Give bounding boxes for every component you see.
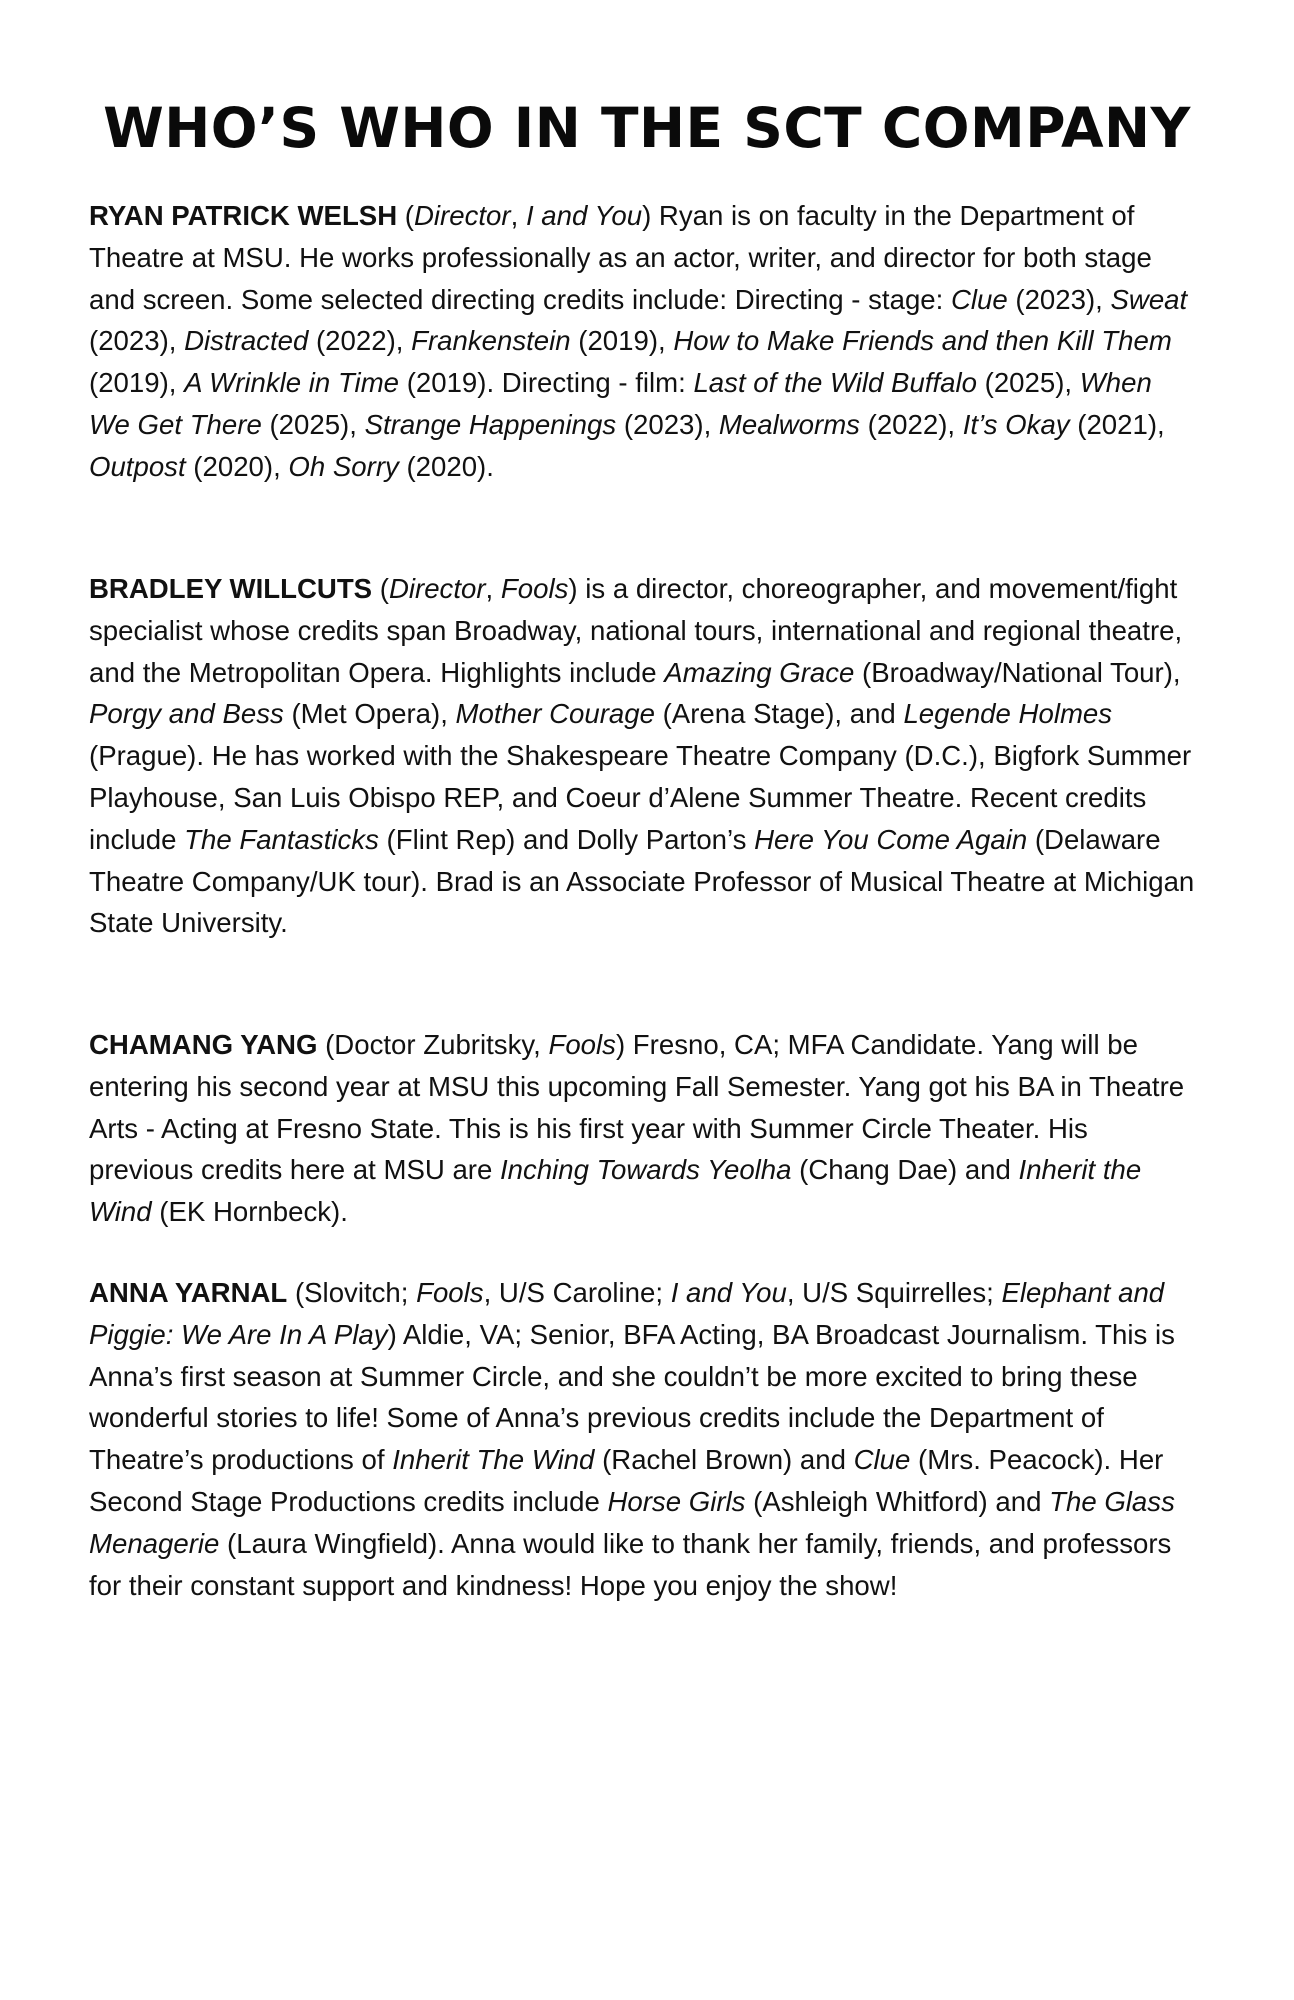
- bio-text: (2019). Directing - film:: [399, 367, 694, 399]
- bio-name: BRADLEY WILLCUTS: [89, 573, 373, 604]
- bio-italic-title: Clue: [950, 283, 1008, 315]
- bio-text: (2023),: [616, 408, 719, 440]
- bio-text: (2020),: [185, 450, 289, 482]
- bio-text: , U/S Squirrelles;: [786, 1277, 1002, 1308]
- bio-text: (Ashleigh Whitford) and: [745, 1485, 1050, 1517]
- bio-italic-title: Fools: [548, 1029, 616, 1060]
- bio-italic-title: Clue: [853, 1444, 911, 1476]
- bio-italic-title: The Glass Menagerie: [89, 1485, 1175, 1559]
- bio-italic-title: When We Get There: [89, 367, 1152, 440]
- bio-italic-title: Last of the Wild Buffalo: [693, 367, 977, 399]
- bio-chamang-yang: [89, 1024, 1199, 1233]
- bio-text: (2023),: [1007, 283, 1111, 315]
- bio-text: (2023),: [89, 325, 185, 357]
- bio-text: (Met Opera),: [283, 698, 456, 730]
- bio-text: (Prague). He has worked with the Shakespeare Theatre Company (D.C.), Bigfork Summer Playhouse, San Luis Obispo REP, and Coeur d’Alene Summer Theatre. Recent credits include: [89, 740, 1192, 855]
- bio-italic-title: Oh Sorry: [288, 450, 399, 482]
- bio-text: (2025),: [261, 408, 365, 440]
- bio-text: (Broadway/National Tour),: [854, 656, 1181, 688]
- bio-text: (EK Hornbeck).: [151, 1196, 348, 1228]
- bio-name: ANNA YARNAL: [89, 1277, 288, 1308]
- bio-text: (Laura Wingfield). Anna would like to thank her family, friends, and professors for their constant support and kindness! Hope you enjoy the show!: [89, 1527, 1172, 1601]
- bio-text: (Doctor Zubritsky,: [317, 1029, 549, 1060]
- bio-text: (Arena Stage), and: [654, 698, 904, 730]
- page-title: WHO’S WHO IN THE SCT COMPANY: [103, 96, 1191, 160]
- bio-text: ,: [485, 573, 501, 604]
- bio-text: (: [397, 200, 414, 231]
- bio-text: (Slovitch;: [287, 1277, 417, 1308]
- bio-text: , U/S Caroline;: [483, 1277, 671, 1308]
- bio-italic-title: Outpost: [89, 450, 186, 482]
- bio-text: (2019),: [570, 325, 674, 357]
- bio-text: (Delaware Theatre Company/UK tour). Brad is an Associate Professor of Musical Theatre at Michigan State University.: [89, 823, 1195, 939]
- bio-text: (Flint Rep) and Dolly Parton’s: [378, 823, 755, 855]
- bio-italic-title: Distracted: [184, 325, 309, 357]
- bio-text: (2022),: [859, 408, 963, 440]
- bio-text: ) Fresno, CA; MFA Candidate. Yang will be entering his second year at MSU this upcoming Fall Semester. Yang got his BA in Theatre Arts - Acting at Fresno State. This is his first year with Summer Circle Theater. His previous credits here at MSU are: [89, 1029, 1185, 1186]
- bio-italic-title: Elephant and Piggie: We Are In A Play: [89, 1277, 1165, 1350]
- bio-italic-title: I and You: [525, 200, 643, 231]
- bio-text: (2025),: [976, 367, 1080, 399]
- bio-italic-title: Frankenstein: [411, 325, 571, 357]
- bio-italic-title: Legende Holmes: [903, 698, 1113, 730]
- bio-italic-title: A Wrinkle in Time: [184, 367, 400, 399]
- bio-italic-title: Horse Girls: [607, 1485, 746, 1517]
- bio-text: ) Ryan is on faculty in the Department of Theatre at MSU. He works professionally as an actor, writer, and director for both stage and screen. Some selected directing credits include: Directing - stage:: [89, 200, 1152, 315]
- bio-italic-title: The Fantasticks: [184, 823, 379, 855]
- bio-name: RYAN PATRICK WELSH: [89, 200, 398, 231]
- bio-text: (2019),: [89, 367, 185, 399]
- bio-text: ) is a director, choreographer, and movement/fight specialist whose credits span Broadway, national tours, international and regional theatre, and the Metropolitan Opera. Highlights include: [89, 573, 1183, 688]
- bio-italic-title: Inching Towards Yeolha: [500, 1154, 792, 1186]
- bio-italic-title: Amazing Grace: [664, 656, 855, 688]
- bio-italic-title: Inherit The Wind: [392, 1444, 595, 1476]
- bio-text: (Rachel Brown) and: [594, 1444, 854, 1476]
- bio-italic-title: Mealworms: [718, 408, 860, 440]
- bio-bradley-willcuts: [89, 568, 1199, 944]
- bio-text: (Mrs. Peacock). Her Second Stage Productions credits include: [89, 1444, 1164, 1517]
- bio-italic-title: Here You Come Again: [754, 823, 1028, 855]
- bio-anna-yarnal: [89, 1272, 1199, 1606]
- bio-text: ,: [510, 200, 526, 231]
- bio-text: (2020).: [398, 450, 494, 482]
- bio-text: (2021),: [1069, 408, 1165, 440]
- bio-text: (2022),: [308, 325, 412, 357]
- bio-italic-title: Mother Courage: [455, 698, 655, 730]
- bio-text: (: [372, 573, 389, 604]
- bio-ryan-patrick-welsh: [89, 195, 1199, 488]
- bio-italic-title: I and You: [670, 1277, 787, 1308]
- bio-name: CHAMANG YANG: [89, 1029, 318, 1060]
- bio-italic-title: Director: [414, 200, 511, 231]
- bio-italic-title: Sweat: [1110, 283, 1188, 315]
- bio-italic-title: Inherit the Wind: [89, 1154, 1142, 1228]
- bio-italic-title: Fools: [416, 1277, 484, 1308]
- bio-text: (Chang Dae) and: [791, 1154, 1019, 1186]
- bio-text: ) Aldie, VA; Senior, BFA Acting, BA Broadcast Journalism. This is Anna’s first season at Summer Circle, and she couldn’t be more excited to bring these wonderful stories to life! Some of Anna’s previous credits include the Department of Theatre’s productions of: [89, 1318, 1175, 1476]
- bio-italic-title: Porgy and Bess: [89, 698, 284, 730]
- bio-italic-title: It’s Okay: [962, 408, 1070, 440]
- bio-italic-title: How to Make Friends and then Kill Them: [673, 325, 1172, 357]
- bio-italic-title: Fools: [500, 573, 569, 604]
- bio-italic-title: Director: [388, 573, 486, 604]
- bio-italic-title: Strange Happenings: [364, 408, 617, 440]
